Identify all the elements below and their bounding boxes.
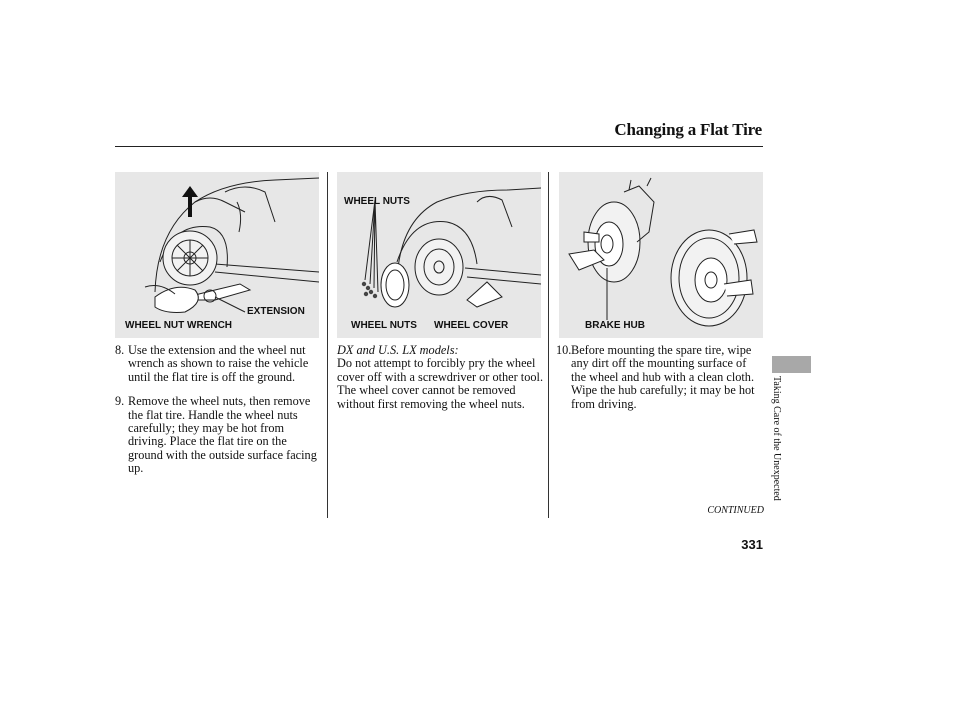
step-9-text: Remove the wheel nuts, then remove the flat tire. Handle the wheel nuts carefully; they may be hot from driving. Place the flat tire on the ground with the outside surface facing up. (128, 394, 317, 476)
step-8-number: 8. (115, 343, 125, 357)
page-number: 331 (741, 537, 763, 552)
column-left-text (115, 344, 320, 487)
label-wheel-nuts-bottom: WHEEL NUTS (351, 320, 417, 331)
step-9 (115, 395, 320, 475)
figure-jack-raise (115, 172, 319, 338)
label-extension: EXTENSION (247, 306, 305, 317)
step-10 (556, 344, 763, 411)
label-brake-hub: BRAKE HUB (585, 320, 645, 331)
label-wheel-cover: WHEEL COVER (434, 320, 509, 331)
column-right-text (556, 344, 763, 422)
label-wheel-nut-wrench: WHEEL NUT WRENCH (125, 320, 233, 331)
step-8 (115, 344, 320, 384)
model-note-text: Do not attempt to forcibly pry the wheel cover off with a screwdriver or other tool. The wheel cover cannot be removed without first removing the wheel nuts. (337, 356, 544, 411)
step-9-number: 9. (115, 394, 125, 409)
step-8-text: Use the extension and the wheel nut wrench as shown to raise the vehicle until the flat tire is off the ground. (128, 343, 309, 384)
title-divider (115, 146, 763, 147)
section-tab (772, 356, 811, 373)
page-title: Changing a Flat Tire (614, 120, 762, 139)
figure-wheel-cover (337, 172, 541, 338)
column-divider-2 (548, 172, 549, 518)
column-divider-1 (327, 172, 328, 518)
model-note-heading: DX and U.S. LX models: (337, 343, 459, 357)
label-wheel-nuts-top: WHEEL NUTS (344, 196, 410, 207)
brake-hub-illustration (559, 172, 763, 338)
continued-note: CONTINUED (707, 505, 764, 516)
column-middle-text (337, 344, 544, 411)
figure-brake-hub (559, 172, 763, 338)
section-title-vertical: Taking Care of the Unexpected (771, 376, 782, 501)
step-10-text: Before mounting the spare tire, wipe any dirt off the mounting surface of the wheel and hub with a clean cloth. Wipe the hub carefully; it may be hot from driving. (571, 343, 755, 411)
step-10-number: 10. (556, 343, 572, 357)
